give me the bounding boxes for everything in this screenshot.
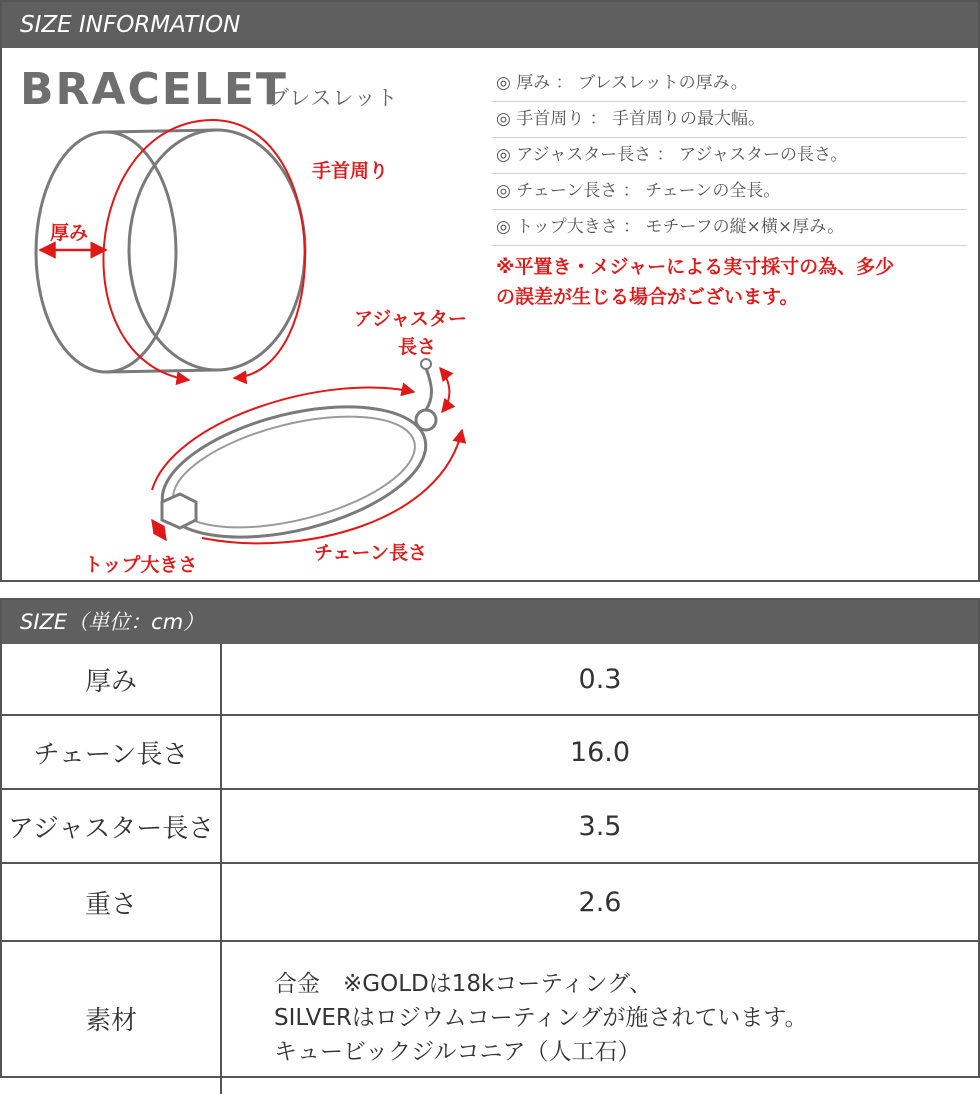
row-label: アジャスター長さ — [2, 789, 221, 863]
row-value: 0.3 — [578, 663, 622, 695]
note-line: ※平置き・メジャーによる実寸採寸の為、多少 — [496, 256, 895, 278]
adjuster-label-2: 長さ — [398, 336, 437, 358]
table-row — [2, 941, 978, 1094]
chain-label: チェーン長さ — [314, 542, 428, 564]
table-row — [2, 863, 978, 941]
chain-arrow-bottom — [202, 430, 462, 543]
adjuster-label-1: アジャスター — [354, 308, 467, 330]
row-label: 厚み — [2, 644, 221, 715]
size-table-panel — [0, 598, 980, 1078]
material-line: キュービックジルコニア（人工石） — [274, 1039, 641, 1065]
thickness-label: 厚み — [50, 222, 89, 244]
table-row — [2, 715, 978, 789]
size-header: SIZE（単位：cm） — [2, 600, 978, 644]
material-line: 合金 ※GOLDは18kコーティング、 — [274, 971, 653, 997]
definition-item: ◎ トップ大きさ ： モチーフの縦×横×厚み。 — [492, 210, 967, 246]
section-header: SIZE INFORMATION — [2, 2, 978, 48]
product-title-ja: ブレスレット — [268, 86, 399, 110]
definitions-list — [492, 66, 967, 246]
definition-item: ◎ アジャスター長さ ： アジャスターの長さ。 — [492, 138, 967, 174]
definition-item: ◎ 手首周り ： 手首周りの最大幅。 — [492, 102, 967, 138]
top-arrow — [152, 520, 166, 540]
row-label: 重さ — [2, 863, 221, 941]
definition-item: ◎ チェーン長さ ： チェーンの全長。 — [492, 174, 967, 210]
wrist-label: 手首周り — [312, 160, 389, 182]
row-label: チェーン長さ — [2, 715, 221, 789]
chain-arrow-top — [152, 388, 414, 490]
row-value: 2.6 — [221, 863, 978, 941]
table-row — [2, 644, 978, 715]
size-table — [2, 644, 978, 1094]
row-value: 16.0 — [221, 715, 978, 789]
material-label: 素材 — [2, 941, 221, 1094]
measurement-note — [496, 252, 966, 312]
product-title: BRACELET — [20, 64, 288, 115]
definition-item: ◎ 厚み ： ブレスレットの厚み。 — [492, 66, 967, 102]
top-size-label: トップ大きさ — [84, 554, 198, 576]
material-line: SILVERはロジウムコーティングが施されています。 — [274, 1005, 808, 1031]
material-value — [221, 941, 978, 1094]
note-line: の誤差が生じる場合がございます。 — [496, 286, 799, 308]
adjuster-arrow — [440, 368, 449, 412]
table-row — [2, 789, 978, 863]
row-value: 3.5 — [221, 789, 978, 863]
